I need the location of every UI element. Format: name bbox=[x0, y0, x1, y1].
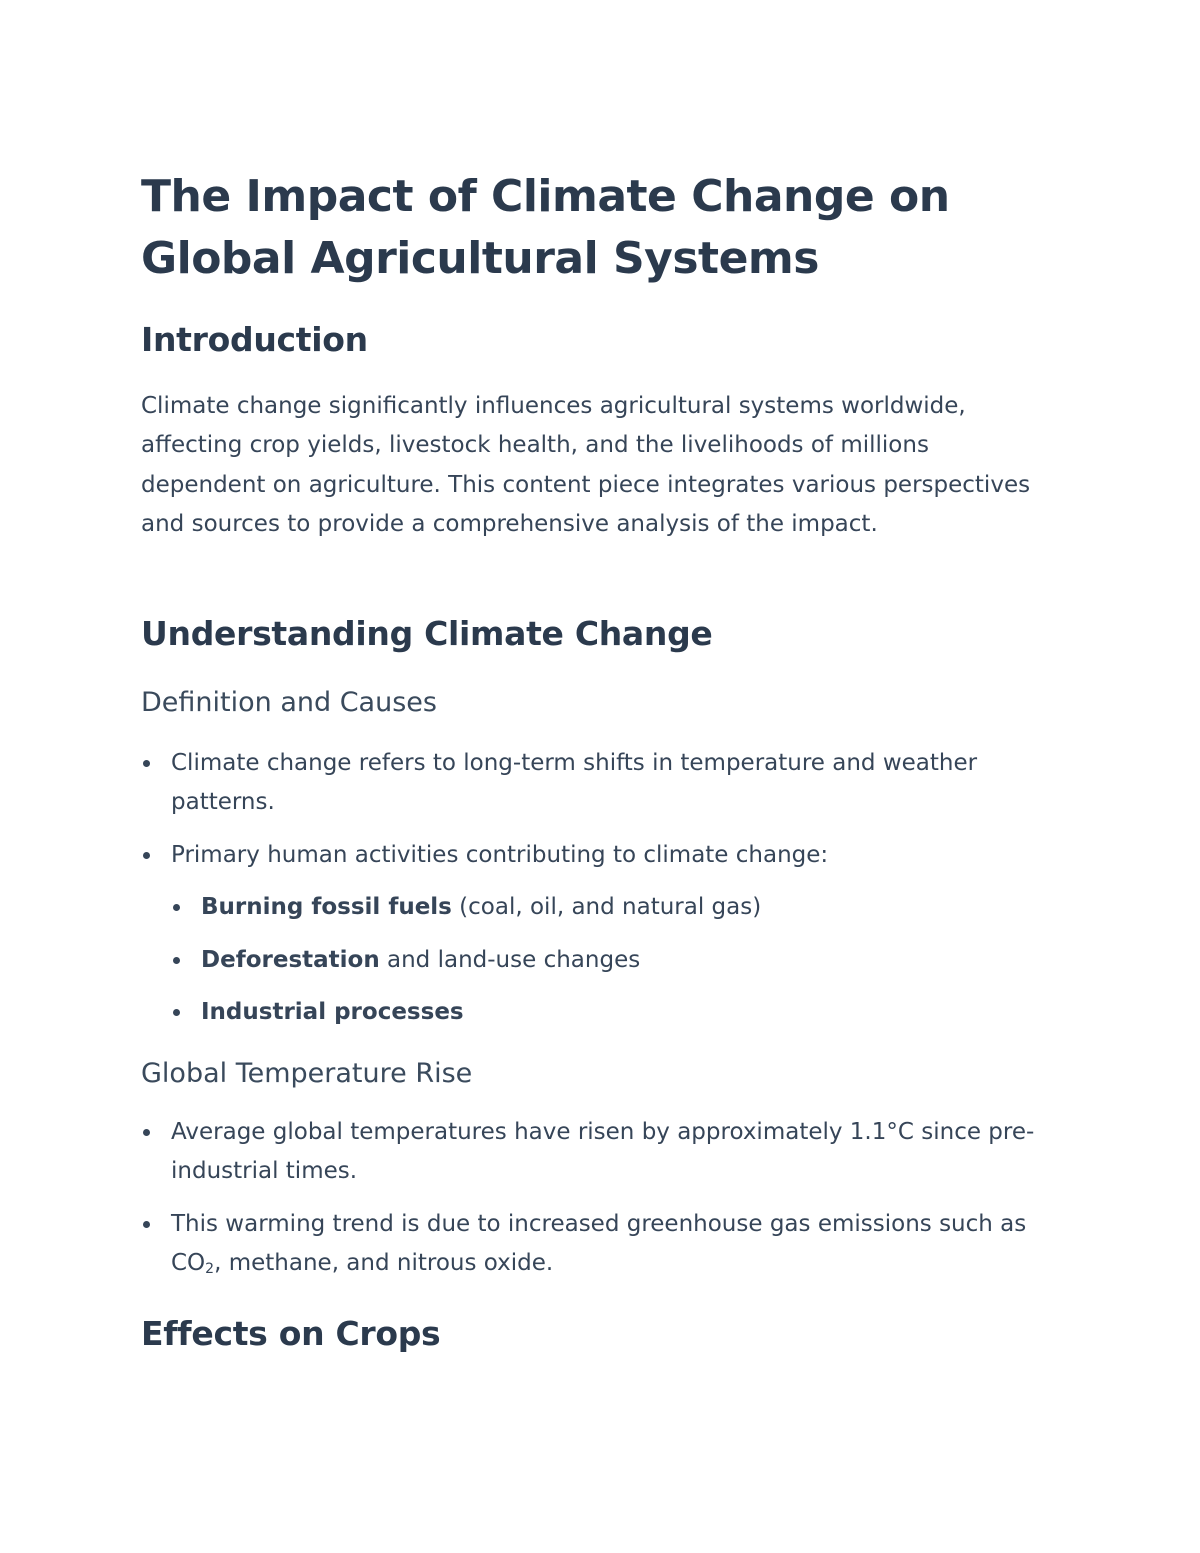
subscript: 2 bbox=[205, 1261, 215, 1278]
sub-list bbox=[171, 888, 1041, 1032]
subheading-global-temperature-rise: Global Temperature Rise bbox=[141, 1058, 473, 1089]
definition-list bbox=[141, 744, 1041, 1032]
list-item-text: Primary human activities contributing to climate change: bbox=[171, 841, 829, 868]
sub-list-item bbox=[171, 941, 1041, 980]
heading-understanding-climate-change: Understanding Climate Change bbox=[141, 614, 713, 653]
emissions-text-end: , methane, and nitrous oxide. bbox=[214, 1250, 554, 1277]
emissions-text: This warming trend is due to increased greenhouse gas emissions such as CO bbox=[171, 1210, 1027, 1277]
item-detail: and land-use changes bbox=[379, 946, 641, 973]
heading-introduction: Introduction bbox=[141, 320, 368, 359]
temperature-list bbox=[141, 1113, 1051, 1284]
bold-term: Industrial processes bbox=[201, 999, 464, 1026]
page-title: The Impact of Climate Change on Global Agricultural Systems bbox=[141, 171, 950, 284]
subheading-definition-and-causes: Definition and Causes bbox=[141, 687, 437, 718]
bold-term: Deforestation bbox=[201, 946, 380, 973]
sub-list-item bbox=[171, 993, 1041, 1032]
list-item: Average global temperatures have risen by approximately 1.1°C since pre-industrial times. bbox=[141, 1113, 1051, 1192]
list-item: Climate change refers to long-term shifts in temperature and weather patterns. bbox=[141, 744, 1041, 823]
bold-term: Burning fossil fuels bbox=[201, 894, 452, 921]
list-item bbox=[141, 1205, 1051, 1284]
sub-list-item bbox=[171, 888, 1041, 927]
list-item bbox=[141, 836, 1041, 875]
item-detail: (coal, oil, and natural gas) bbox=[451, 894, 762, 921]
introduction-paragraph: Climate change significantly influences agricultural systems worldwide, affecting crop yields, livestock health, and the livelihoods of millions dependent on agriculture. This content piece integrates various perspectives and sources to provide a comprehensive analysis of the impact. bbox=[141, 393, 1031, 538]
heading-effects-on-crops: Effects on Crops bbox=[141, 1314, 441, 1353]
